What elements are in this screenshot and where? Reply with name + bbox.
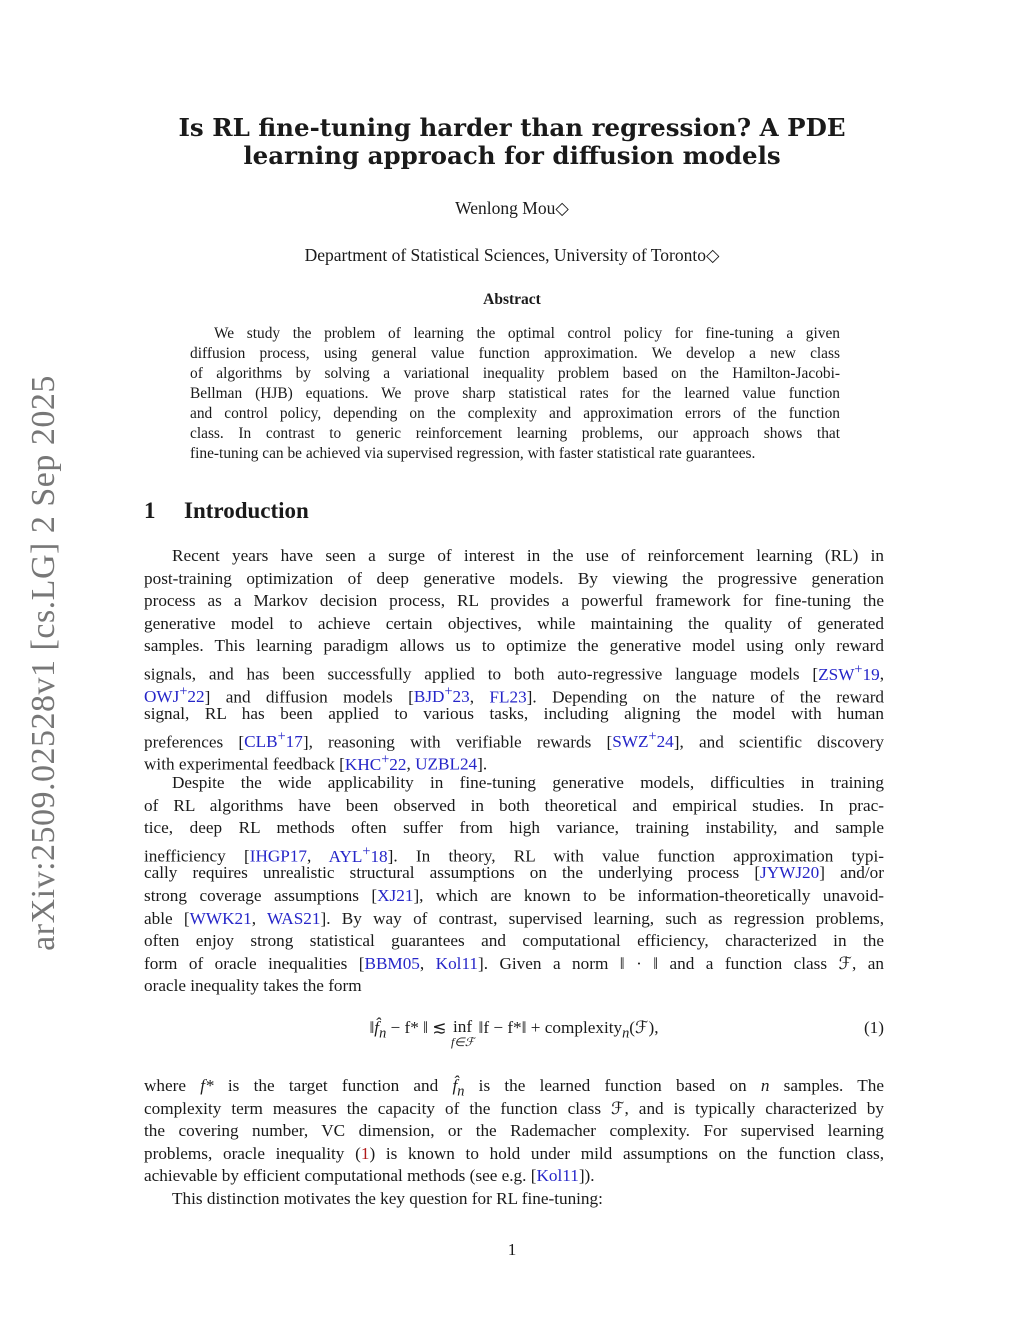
cite-text: KHC [344, 755, 382, 775]
text-span: able [ [144, 908, 190, 928]
citation-link[interactable]: XJ21 [377, 885, 414, 905]
text-span: ], reasoning with verifiable rewards [ [302, 732, 613, 752]
text-line [144, 1075, 884, 1098]
equation-ref-link[interactable]: 1 [360, 1143, 370, 1163]
citation-link[interactable]: FL23 [489, 687, 527, 707]
cite-sup: + [381, 751, 390, 768]
cite-sup: + [362, 842, 371, 859]
cite-sup: + [444, 683, 453, 700]
cite-text: SWZ [612, 732, 649, 752]
cite-text: BJD [413, 687, 445, 707]
citation-link[interactable]: JYWJ20 [760, 863, 820, 883]
text-line: This distinction motivates the key question for RL fine-tuning: [172, 1188, 603, 1208]
eq-infimum [451, 1018, 474, 1048]
text-span: is the learned function based on [464, 1076, 761, 1095]
intro-paragraph-3 [144, 1075, 884, 1211]
cite-text: 24 [656, 732, 674, 752]
text-line [144, 908, 884, 931]
text-span: signals, and has been successfully applied to both auto-regressive language models [ [144, 664, 819, 684]
text-span: , [251, 908, 267, 928]
text-line [144, 748, 884, 775]
affiliation: Department of Statistical Sciences, University of Toronto◇ [304, 245, 720, 265]
text-span: , [307, 846, 329, 866]
text-line [144, 1143, 884, 1166]
cite-text: AYL [328, 846, 363, 866]
citation-link[interactable]: WAS21 [266, 908, 321, 928]
page-number: 1 [507, 1240, 517, 1259]
text-line: tice, deep RL methods often suffer from high variance, training instability, and sample [144, 818, 884, 838]
cite-text: 23 [452, 687, 470, 707]
text-span: , [879, 664, 884, 684]
text-line: process as a Markov decision process, RL provides a powerful framework for fine-tuning the [144, 591, 884, 611]
text-line [144, 885, 884, 908]
text-span: ] and/or [819, 863, 884, 883]
text-span: ) is known to hold under mild assumptions on the function class, [369, 1143, 884, 1163]
citation-link[interactable]: UZBL24 [415, 755, 478, 775]
equation-body [144, 1018, 884, 1048]
text-span: ]. Given a norm ‖ · ‖ and a function class ℱ, an [478, 953, 884, 973]
text-line: complexity term measures the capacity of the function class ℱ, and is typically characterized by [144, 1098, 884, 1118]
text-span: strong coverage assumptions [ [144, 885, 378, 905]
equation-1 [144, 1018, 884, 1050]
abstract-body [190, 324, 840, 464]
cite-text: 22 [187, 687, 205, 707]
abstract-line: class. In contrast to generic reinforcement learning problems, our approach shows that [190, 425, 840, 442]
eq-rhs: ‖f − f*‖ + complexity [474, 1018, 623, 1037]
math-span: n [760, 1076, 770, 1095]
text-line: signal, RL has been applied to various tasks, including aligning the model with human [144, 704, 884, 724]
cite-sup: + [179, 683, 188, 700]
eq-lhs-rest: − f* ‖ ≲ [386, 1018, 451, 1037]
text-span: preferences [ [144, 732, 245, 752]
citation-link[interactable]: Kol11 [536, 1166, 579, 1186]
arxiv-stamp-text: arXiv:2509.02528v1 [cs.LG] 2 Sep 2025 [25, 374, 62, 951]
abstract-line: fine-tuning can be achieved via supervised regression, with faster statistical rate guarantees. [190, 445, 756, 462]
title-line-2: learning approach for diffusion models [243, 141, 781, 170]
text-line: generative model to achieve certain objectives, while maintaining the quality of generated [144, 613, 884, 633]
arxiv-stamp [22, 374, 66, 951]
text-line: oracle inequality takes the form [144, 976, 362, 996]
section-title: Introduction [184, 498, 309, 523]
text-span: ]. [477, 755, 488, 775]
text-line: post-training optimization of deep generative models. By viewing the progressive generation [144, 568, 884, 588]
text-line: the covering number, VC dimension, or the Rademacher complexity. For supervised learning [144, 1121, 884, 1141]
citation-link[interactable]: Kol11 [435, 953, 479, 973]
citation-link[interactable]: WWK21 [189, 908, 252, 928]
text-span: samples. The [769, 1076, 884, 1095]
abstract-heading: Abstract [483, 291, 541, 308]
text-span: cally requires unrealistic structural assumptions on the underlying process [ [144, 863, 761, 883]
title-line-1: Is RL fine-tuning harder than regression? A PDE [178, 113, 846, 142]
text-span: achievable by efficient computational methods (see e.g. [ [144, 1166, 537, 1186]
cite-sup: + [854, 660, 863, 677]
text-line: Despite the wide applicability in fine-tuning generative models, difficulties in training [172, 773, 884, 792]
text-span: problems, oracle inequality ( [144, 1143, 361, 1163]
abstract-line: and control policy, depending on the complexity and approximation errors of the function [190, 405, 840, 422]
citation-link[interactable] [612, 728, 674, 752]
text-span: inefficiency [ [144, 846, 250, 866]
text-span: ], which are known to be information-theoretically unavoid- [413, 885, 885, 905]
text-span: ] and diffusion models [ [204, 687, 414, 707]
text-line [144, 658, 884, 684]
cite-text: 19 [862, 664, 880, 684]
text-span: ]). [578, 1166, 595, 1186]
citation-link[interactable]: IHGP17 [249, 846, 308, 866]
cite-sup: + [648, 728, 657, 745]
math-span: f̂ [452, 1076, 458, 1095]
section-heading [144, 498, 309, 524]
text-span: with experimental feedback [ [144, 755, 345, 775]
eq-inf-label: inf [453, 1017, 473, 1036]
cite-text: 22 [389, 755, 407, 775]
abstract-line: of algorithms by solving a variational inequality problem based on the Hamilton-Jacobi- [190, 365, 840, 382]
section-number: 1 [144, 498, 156, 523]
text-line [144, 862, 884, 885]
text-span: , [419, 953, 436, 973]
cite-text: OWJ [144, 687, 180, 707]
cite-sup: + [277, 728, 286, 745]
paper-title [120, 114, 904, 170]
text-span: , [406, 755, 416, 775]
text-span: ]. Depending on the nature of the reward [526, 687, 885, 707]
text-span: ]. By way of contrast, supervised learning, such as regression problems, [320, 908, 884, 928]
text-line: often enjoy strong statistical guarantees and computational efficiency, characterized in the [144, 931, 884, 951]
eq-rhs-rest: (ℱ), [629, 1018, 659, 1037]
equation-number: (1) [863, 1018, 884, 1037]
text-span: form of oracle inequalities [ [144, 953, 365, 973]
text-span: ], and scientific discovery [673, 732, 885, 752]
intro-paragraph-2 [144, 772, 884, 998]
cite-text: 17 [285, 732, 303, 752]
text-line [144, 726, 885, 752]
abstract-line: We study the problem of learning the optimal control policy for fine-tuning a given [214, 325, 840, 342]
text-line: samples. This learning paradigm allows us to optimize the generative model using only reward [144, 636, 884, 656]
eq-inf-sub: f∈ℱ [450, 1035, 475, 1049]
text-span: is the target function and [213, 1076, 453, 1095]
eq-sub: n [379, 1025, 387, 1042]
abstract-line: diffusion process, using general value function approximation. We develop a new class [190, 345, 840, 362]
citation-link[interactable]: BBM05 [364, 953, 420, 973]
abstract-line: Bellman (HJB) equations. We prove sharp statistical rates for the learned value function [190, 385, 840, 402]
intro-paragraph-1 [144, 545, 885, 775]
text-line: of RL algorithms have been observed in both theoretical and empirical studies. In prac- [144, 795, 884, 815]
text-line [144, 681, 885, 707]
eq-lhs: ‖f̂ [369, 1018, 380, 1037]
math-sub: n [457, 1083, 465, 1100]
text-line [144, 1165, 884, 1188]
text-line [144, 840, 884, 866]
text-span: where [144, 1076, 201, 1095]
eq-sub: n [622, 1025, 630, 1042]
author-name: Wenlong Mou◇ [455, 198, 569, 218]
text-span: , [469, 687, 490, 707]
cite-text: 18 [370, 846, 388, 866]
text-span: ]. In theory, RL with value function approximation typi- [387, 846, 884, 866]
text-line [144, 953, 884, 976]
cite-text: CLB [244, 732, 278, 752]
text-line: Recent years have seen a surge of interest in the use of reinforcement learning (RL) in [172, 546, 884, 565]
cite-text: ZSW [818, 664, 855, 684]
math-span: f* [200, 1076, 214, 1095]
